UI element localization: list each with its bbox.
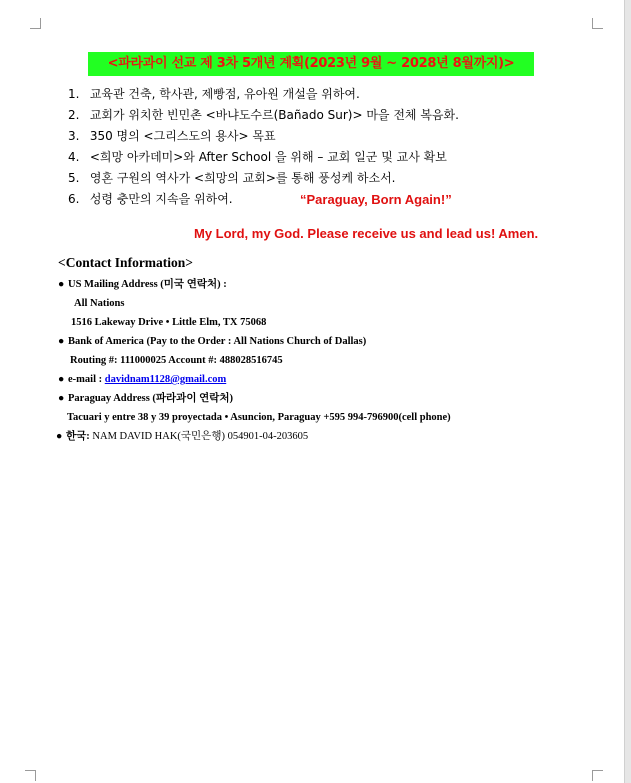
crop-mark-bottom-right [592, 770, 603, 781]
us-mailing-label: US Mailing Address (미국 연락처) : [68, 279, 227, 290]
email-link[interactable]: davidnam1128@gmail.com [104, 374, 227, 385]
goal-number: 3. [68, 129, 80, 143]
goal-text: <희망 아카데미>와 After School 을 위해 – 교회 일군 및 교사 확보 [89, 150, 447, 164]
goal-text: 영혼 구원의 역사가 <희망의 교회>를 통해 풍성케 하소서. [89, 171, 396, 185]
goal-text: 교육관 건축, 학사관, 제빵점, 유아원 개설을 위하여. [89, 87, 360, 101]
us-name: All Nations [74, 298, 125, 309]
goal-item [68, 84, 588, 105]
goal-number: 4. [68, 150, 80, 164]
email-line [58, 372, 226, 388]
page-edge [624, 0, 631, 783]
korea-label: 한국: [66, 431, 90, 442]
goal-item [68, 126, 588, 147]
paraguay-label: Paraguay Address (파라과이 연락처) [68, 393, 234, 404]
goal-item [68, 105, 588, 126]
korea-line [56, 429, 308, 445]
us-address: 1516 Lakeway Drive • Little Elm, TX 75068 [71, 317, 267, 328]
goal-number: 2. [68, 108, 80, 122]
us-mailing-line [58, 277, 227, 293]
contact-heading: <Contact Information> [58, 255, 193, 270]
korea-account: NAM DAVID HAK(국민은행) 054901-04-203605 [89, 431, 309, 442]
goal-text: 성령 충만의 지속을 위하여. [89, 192, 233, 206]
bank-label: Bank of America (Pay to the Order : All Nations Church of Dallas) [68, 336, 367, 347]
goal-number: 6. [68, 192, 80, 206]
crop-mark-top-left [30, 18, 41, 29]
crop-mark-bottom-left [25, 770, 36, 781]
paraguay-address: Tacuari y entre 38 y 39 proyectada • Asuncion, Paraguay +595 994-796900(cell phone) [67, 412, 451, 423]
goal-number: 5. [68, 171, 80, 185]
paraguay-line [58, 391, 233, 407]
plan-title: <파라과이 선교 제 3차 5개년 계획(2023년 9월 ~ 2028년 8월까지)> [88, 52, 534, 76]
bullet-icon: ● [58, 279, 65, 290]
bank-line [58, 334, 366, 350]
bank-numbers: Routing #: 111000025 Account #: 488028516745 [70, 355, 283, 366]
prayer-text: My Lord, my God. Please receive us and lead us! Amen. [194, 226, 539, 241]
goal-text: 교회가 위치한 빈민촌 <바냐도수르(Bañado Sur)> 마을 전체 복음화. [89, 108, 459, 122]
goal-text: 350 명의 <그리스도의 용사> 목표 [89, 129, 276, 143]
crop-mark-top-right [592, 18, 603, 29]
goal-item [68, 168, 588, 189]
goal-item [68, 189, 588, 210]
bullet-icon: ● [56, 431, 63, 442]
goal-list [68, 84, 588, 210]
slogan-text: “Paraguay, Born Again!” [300, 192, 452, 207]
bullet-icon: ● [58, 393, 65, 404]
bullet-icon: ● [58, 336, 65, 347]
goal-item [68, 147, 588, 168]
goal-number: 1. [68, 87, 80, 101]
bullet-icon: ● [58, 374, 65, 385]
email-label: e-mail : [68, 374, 103, 385]
